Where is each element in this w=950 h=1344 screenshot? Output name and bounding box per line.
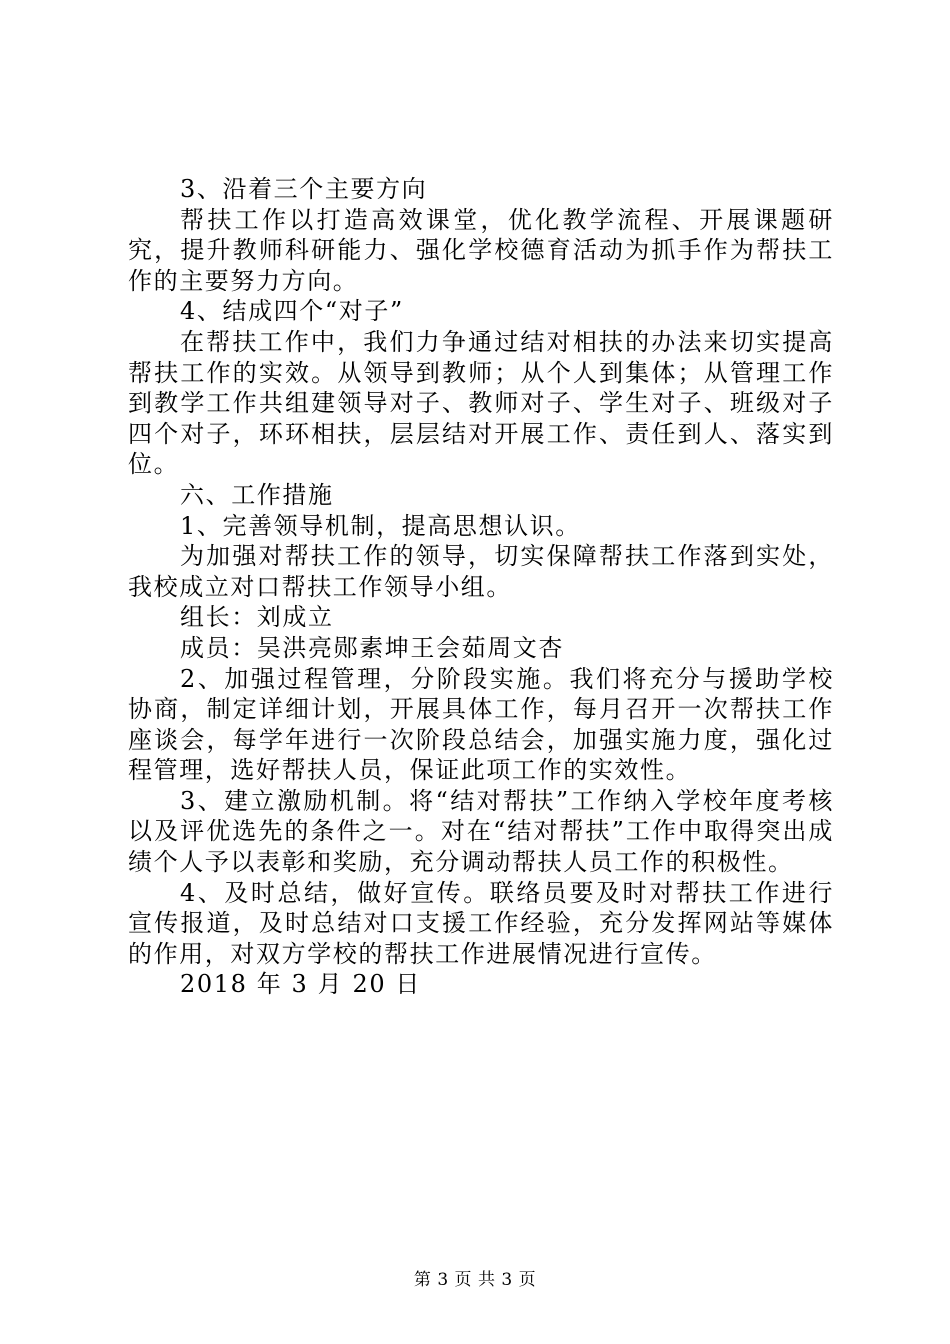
paragraph-leadership-detail: 为加强对帮扶工作的领导，切实保障帮扶工作落到实处，我校成立对口帮扶工作领导小组。 xyxy=(128,542,834,601)
section-heading-work-measures: 六、工作措施 xyxy=(180,480,334,509)
measure-heading-leadership: 1、完善领导机制，提高思想认识。 xyxy=(180,511,581,540)
paragraph-incentive-mechanism: 3、建立激励机制。将“结对帮扶”工作纳入学校年度考核以及评优选先的条件之一。对在“结对帮扶”工作中取得突出成绩个人予以表彰和奖励，充分调动帮扶人员工作的积极性。 xyxy=(128,786,834,877)
paragraph-directions-detail: 帮扶工作以打造高效课堂，优化教学流程、开展课题研究，提升教师科研能力、强化学校德育活动为抓手作为帮扶工作的主要努力方向。 xyxy=(128,205,834,295)
team-members-line: 成员：吴洪亮郧素坤王会茹周文杏 xyxy=(180,633,564,662)
paragraph-process-management: 2、加强过程管理，分阶段实施。我们将充分与援助学校协商，制定详细计划，开展具体工作，每月召开一次帮扶工作座谈会，每学年进行一次阶段总结会，加强实施力度，强化过程管理，选好帮扶人员，保证此项工作的实效性。 xyxy=(128,664,834,785)
page-footer: 第 3 页 共 3 页 xyxy=(413,1270,537,1290)
section-heading-three-directions: 3、沿着三个主要方向 xyxy=(180,175,428,203)
paragraph-summary-publicity: 4、及时总结，做好宣传。联络员要及时对帮扶工作进行宣传报道，及时总结对口支援工作经验，充分发挥网站等媒体的作用，对双方学校的帮扶工作进展情况进行宣传。 xyxy=(128,878,834,968)
team-leader-line: 组长：刘成立 xyxy=(180,603,334,632)
document-date: 2018 年 3 月 20 日 xyxy=(180,970,422,999)
section-heading-four-pairs: 4、结成四个“对子” xyxy=(180,297,404,326)
document-body xyxy=(128,174,834,1000)
paragraph-pairs-detail: 在帮扶工作中，我们力争通过结对相扶的办法来切实提高帮扶工作的实效。从领导到教师；从个人到集体；从管理工作到教学工作共组建领导对子、教师对子、学生对子、班级对子四个对子，环环相扶，层层结对开展工作、责任到人、落实到位。 xyxy=(128,327,834,479)
